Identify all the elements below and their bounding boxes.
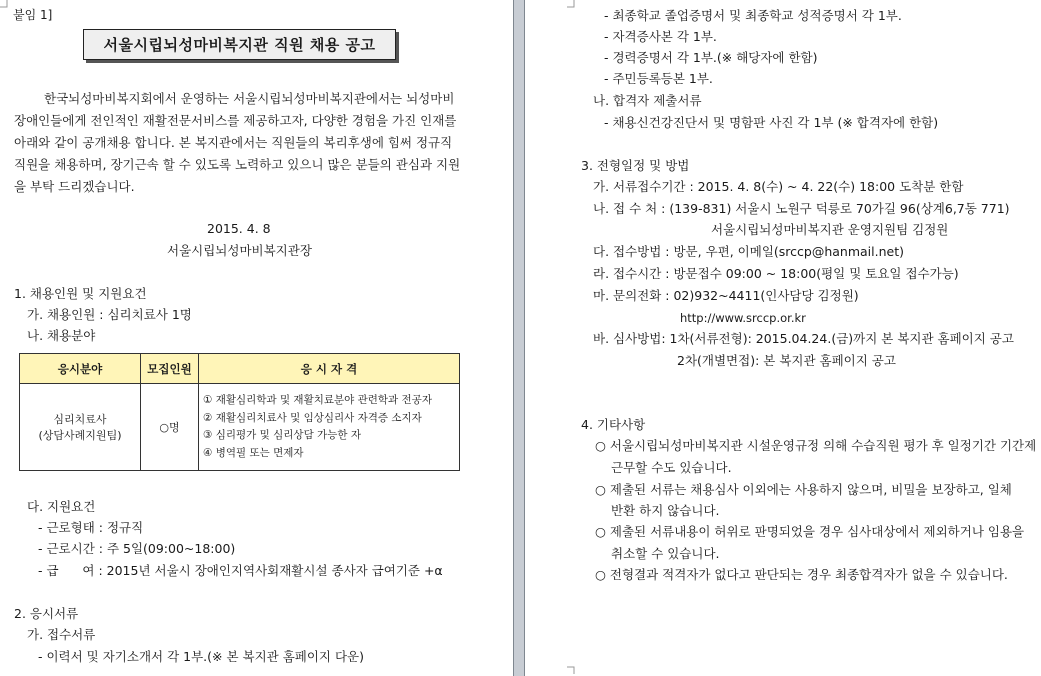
application-hours: 라. 접수시간 : 방문접수 09:00 ~ 18:00(평일 및 토요일 접수가능) [593, 266, 959, 281]
submit-doc-item: - 경력증명서 각 1부.(※ 해당자에 한함) [604, 50, 818, 65]
note-item-cont: 취소할 수 있습니다. [611, 546, 720, 561]
website-link[interactable]: http://www.srccp.or.kr [680, 311, 806, 325]
page-divider [513, 0, 525, 676]
right-page [525, 0, 1041, 676]
note-item-cont: 근무할 수도 있습니다. [611, 460, 732, 475]
note-item-cont: 반환 하지 않습니다. [611, 503, 720, 518]
screening-method: 바. 심사방법: 1차(서류전형): 2015.04.24.(금)까지 본 복지관 홈페이지 공고 [593, 331, 1014, 346]
work-type: - 근로형태 : 정규직 [38, 520, 144, 535]
document-title: 서울시립뇌성마비복지관 직원 채용 공고 [103, 36, 376, 54]
section-4-heading: 4. 기타사항 [581, 417, 646, 432]
table-row [20, 384, 460, 471]
qualification-item: ① 재활심리학과 및 재활치료분야 관련학과 전공자 [203, 394, 432, 406]
passer-docs-heading: 나. 합격자 제출서류 [593, 93, 702, 108]
table-header: 응 시 자 격 [199, 354, 460, 384]
screening-method-2: 2차(개별면접): 본 복지관 홈페이지 공고 [677, 353, 896, 368]
inquiry-phone: 마. 문의전화 : 02)932~4411(인사담당 김정원) [593, 288, 859, 303]
field-name: 심리치료사 [53, 413, 107, 426]
crop-mark [567, 0, 575, 8]
intro-paragraph: 한국뇌성마비복지회에서 운영하는 서울시립뇌성마비복지관에서는 뇌성마비 장애인들에게 전인적인 재활전문서비스를 제공하고자, 다양한 경험을 가진 인재를 아래와 같이 공개채용 합니다. 본 복지관에서는 직원들의 복리후생에 힘써 정규직 직원을 채용하며, 장기근속 할 수 있도록 노력하고 있으니 많은 분들의 관심과 지원을 부탁 드리겠습니다. [14, 91, 461, 194]
note-item: ○ 제출된 서류내용이 허위로 판명되었을 경우 심사대상에서 제외하거나 임용을 [595, 524, 1025, 539]
note-item: ○ 서울시립뇌성마비복지관 시설운영규정 의해 수습직원 평가 후 일정기간 기간제 [595, 438, 1037, 453]
application-contact: 서울시립뇌성마비복지관 운영지원팀 김정원 [711, 222, 949, 237]
title-box [83, 29, 396, 60]
salary: - 급 여 : 2015년 서울시 장애인지역사회재활시설 종사자 급여기준 +α [38, 563, 443, 578]
count-cell: ○명 [141, 384, 199, 471]
application-period: 가. 서류접수기간 : 2015. 4. 8(수) ~ 4. 22(수) 18:00 도착분 한함 [593, 179, 964, 194]
qualifications-cell [199, 384, 460, 471]
section-1-heading: 1. 채용인원 및 지원요건 [14, 286, 147, 301]
submit-doc-item: - 자격증사본 각 1부. [604, 29, 717, 44]
submit-docs-heading: 가. 접수서류 [27, 627, 96, 642]
left-page [0, 0, 513, 676]
attachment-label: 붙임 1] [13, 8, 53, 22]
note-item: ○ 전형결과 적격자가 없다고 판단되는 경우 최종합격자가 없을 수 있습니다. [595, 567, 1008, 582]
work-hours: - 근로시간 : 주 5일(09:00~18:00) [38, 541, 236, 556]
qualification-item: ④ 병역필 또는 면제자 [203, 446, 304, 459]
submit-doc-item: - 주민등록등본 1부. [604, 71, 713, 86]
submit-doc-item: - 이력서 및 자기소개서 각 1부.(※ 본 복지관 홈페이지 다운) [38, 649, 365, 664]
qualification-item: ③ 심리평가 및 심리상담 가능한 자 [203, 429, 361, 441]
notice-signer: 서울시립뇌성마비복지관장 [167, 243, 312, 258]
crop-mark [567, 666, 575, 674]
submit-doc-item: - 최종학교 졸업증명서 및 최종학교 성적증명서 각 1부. [604, 8, 902, 23]
application-address: 나. 접 수 처 : (139-831) 서울시 노원구 덕릉로 70가길 96(상계6,7동 771) [593, 201, 1010, 216]
passer-doc-item: - 채용신건강진단서 및 명함판 사진 각 1부 (※ 합격자에 한함) [604, 115, 939, 130]
requirements-table [19, 353, 460, 471]
table-header: 모집인원 [141, 354, 199, 384]
requirements-heading: 다. 지원요건 [27, 499, 96, 514]
notice-date: 2015. 4. 8 [207, 221, 271, 236]
qualification-item: ② 재활심리치료사 및 임상심리사 자격증 소지자 [203, 411, 422, 424]
hire-field-heading: 나. 채용분야 [27, 328, 96, 343]
section-3-heading: 3. 전형일정 및 방법 [581, 158, 690, 173]
application-method: 다. 접수방법 : 방문, 우편, 이메일(srccp@hanmail.net) [593, 244, 904, 259]
table-header: 응시분야 [20, 354, 141, 384]
hire-count: 가. 채용인원 : 심리치료사 1명 [27, 307, 192, 322]
section-2-heading: 2. 응시서류 [14, 606, 79, 621]
note-item: ○ 제출된 서류는 채용심사 이외에는 사용하지 않으며, 비밀을 보장하고, 일체 [595, 482, 1012, 497]
field-cell [20, 384, 141, 471]
field-team: (상담사례지원팀) [38, 429, 122, 442]
crop-mark [0, 0, 8, 8]
